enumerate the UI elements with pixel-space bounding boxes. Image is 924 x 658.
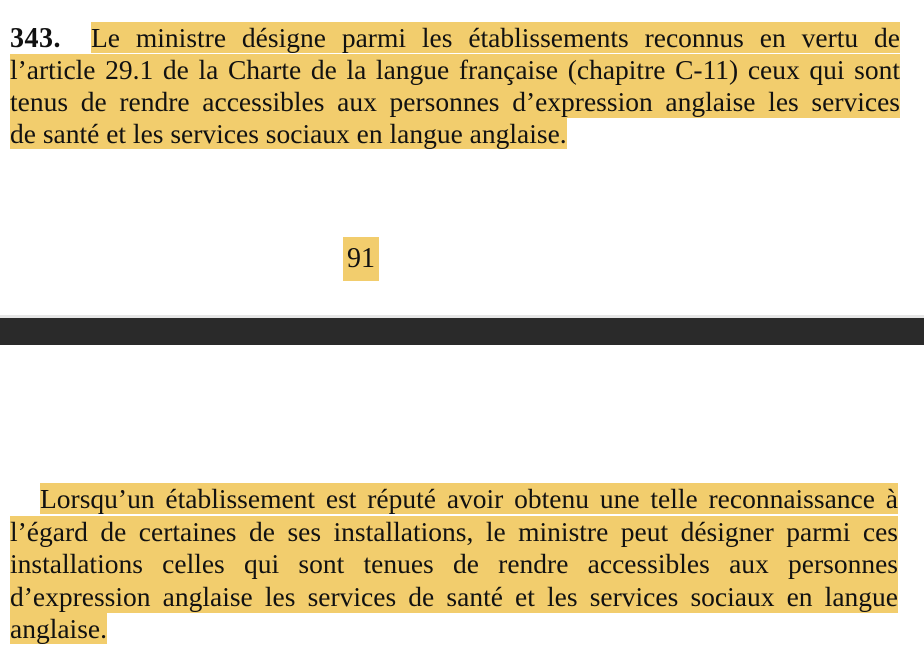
article-number: 343. [10, 23, 61, 54]
article-343-paragraph [10, 22, 900, 150]
highlighted-text: tenus de rendre accessibles aux personnes d’expression anglaise les services [10, 86, 900, 117]
highlighted-text: anglaise. [10, 613, 107, 644]
highlighted-text: l’égard de certaines de ses installations, le ministre peut désigner parmi ces [10, 515, 898, 547]
highlighted-text: de santé et les services sociaux en langue anglaise. [10, 118, 567, 149]
text-line [10, 483, 898, 516]
text-line [10, 22, 900, 54]
highlighted-text: Le ministre désigne parmi les établissements reconnus en vertu de [91, 22, 900, 53]
highlighted-text: l’article 29.1 de la Charte de la langue française (chapitre C-11) ceux qui sont [10, 54, 900, 85]
page-number: 91 [343, 237, 379, 281]
page-break-divider [0, 318, 924, 345]
highlighted-text: d’expression anglaise les services de santé et les services sociaux en langue [10, 580, 898, 612]
text-line [10, 613, 898, 646]
highlighted-text: Lorsqu’un établissement est réputé avoir obtenu une telle reconnaissance à [40, 483, 898, 514]
text-line [10, 118, 900, 150]
continuation-paragraph [10, 483, 898, 646]
highlighted-text: installations celles qui sont tenues de rendre accessibles aux personnes [10, 548, 898, 579]
